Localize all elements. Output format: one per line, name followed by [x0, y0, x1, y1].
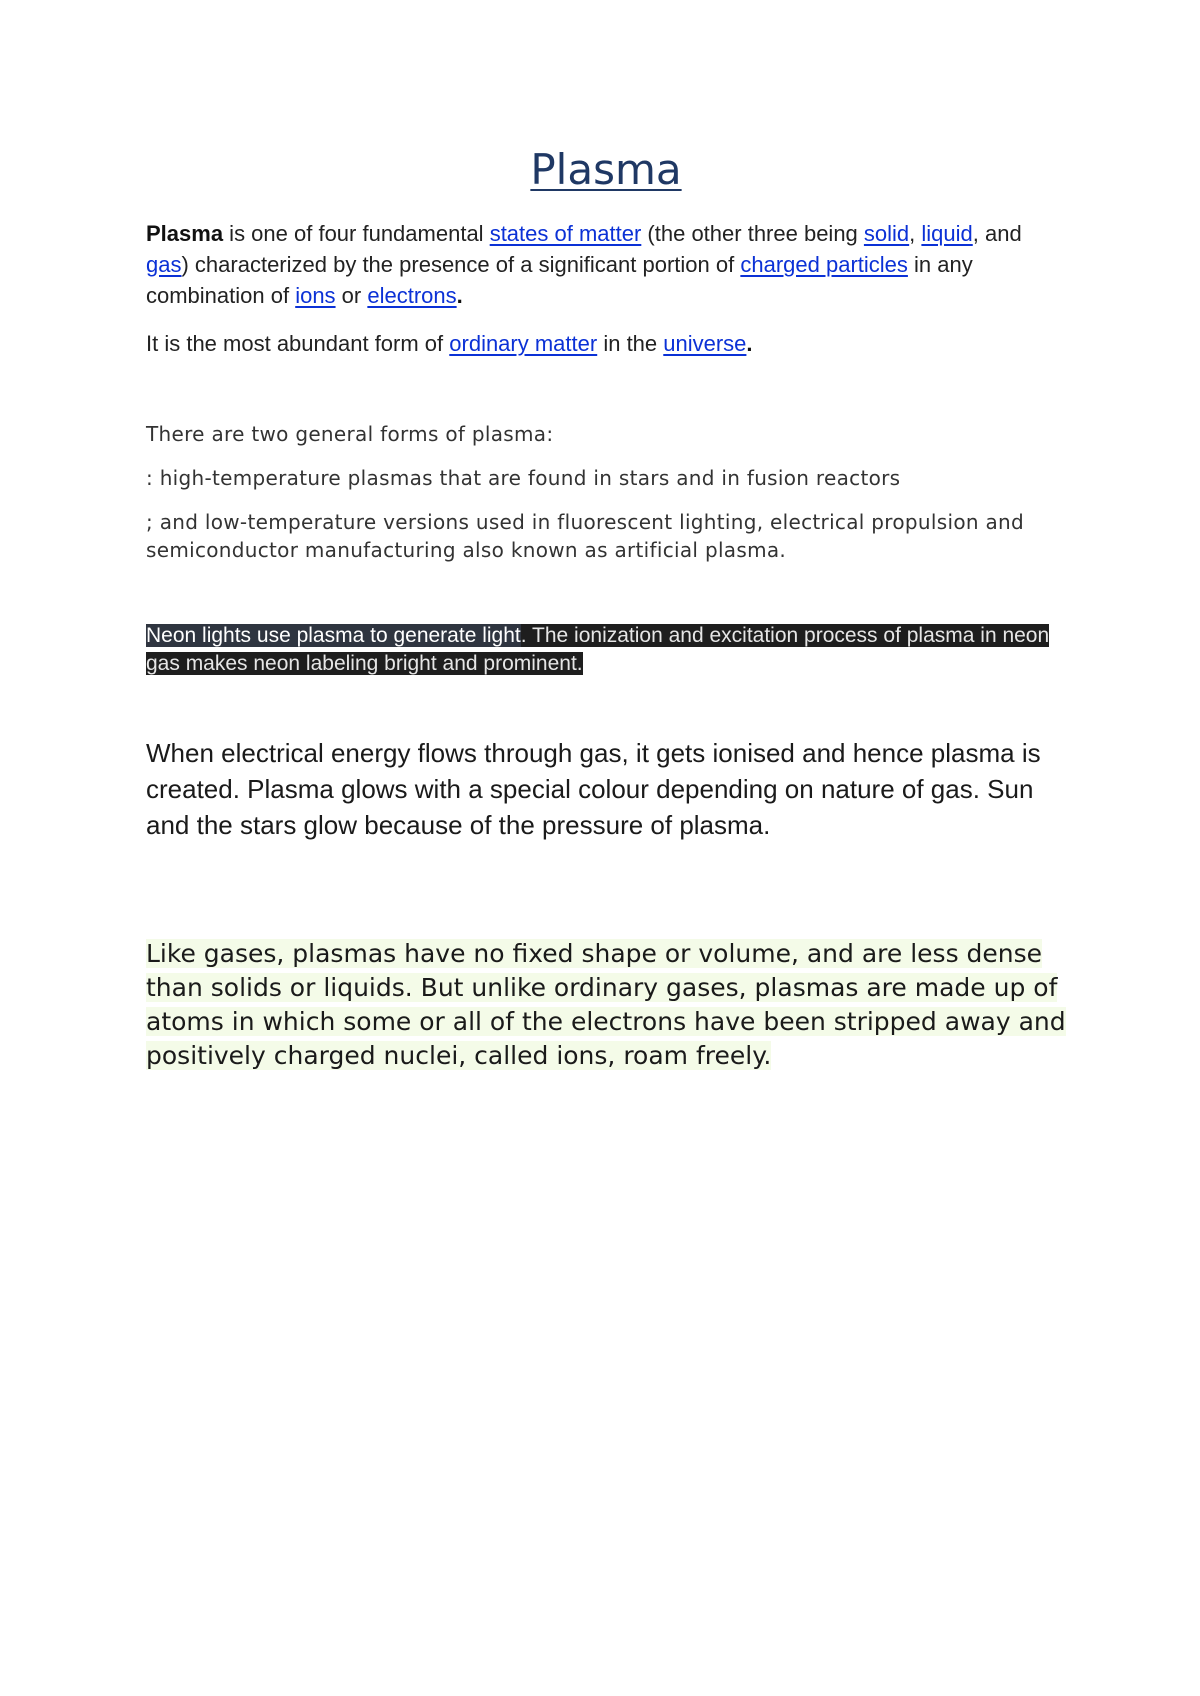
abundant-text-2: in the — [597, 331, 664, 356]
link-states-of-matter[interactable]: states of matter — [489, 221, 642, 246]
intro-text-5: ) characterized by the presence of a significant portion of — [181, 252, 741, 277]
intro-text-1: is one of four fundamental — [223, 221, 490, 246]
abundant-paragraph — [146, 328, 1046, 359]
link-liquid[interactable]: liquid — [921, 221, 973, 246]
forms-section — [146, 420, 1066, 580]
intro-text-7: or — [335, 283, 368, 308]
intro-text-2: (the other three being — [641, 221, 864, 246]
gases-text: Like gases, plasmas have no fixed shape or volume, and are less dense than solids or liquids. But unlike ordinary gases, plasmas are made up of atoms in which some or all of the electrons have been stripped away and positively charged nuclei, called ions, roam freely. — [146, 939, 1066, 1070]
neon-text-rest: . The ionization and excitation process of plasma in neon gas makes neon labeling bright and prominent. — [146, 624, 1050, 675]
abundant-text-3: . — [746, 331, 753, 356]
intro-term: Plasma — [146, 221, 224, 246]
page-title: Plasma — [530, 145, 682, 194]
link-ions[interactable]: ions — [295, 283, 336, 308]
intro-section — [146, 218, 1046, 359]
intro-text-3: , — [909, 221, 922, 246]
abundant-text-1: It is the most abundant form of — [146, 331, 450, 356]
link-ordinary-matter[interactable]: ordinary matter — [449, 331, 598, 356]
intro-text-8: . — [456, 283, 463, 308]
intro-paragraph — [146, 218, 1046, 311]
link-electrons[interactable]: electrons — [367, 283, 457, 308]
neon-paragraph — [146, 622, 1066, 678]
link-charged-particles[interactable]: charged particles — [740, 252, 908, 277]
forms-item-low-temp: ; and low-temperature versions used in fluorescent lighting, electrical propulsion and semiconductor manufacturing also known as artificial plasma. — [146, 510, 1025, 562]
link-universe[interactable]: universe — [663, 331, 747, 356]
forms-item-high-temp: : high-temperature plasmas that are found in stars and in fusion reactors — [146, 466, 901, 490]
gases-paragraph — [146, 937, 1066, 1073]
neon-text-selected: Neon lights use plasma to generate light — [146, 624, 521, 647]
energy-paragraph: When electrical energy flows through gas, it gets ionised and hence plasma is created. Plasma glows with a special colour depending on nature of gas. Sun and the stars glow because of the pressure of plasma. — [146, 738, 1041, 840]
forms-heading: There are two general forms of plasma: — [146, 422, 554, 446]
intro-text-4: , and — [972, 221, 1022, 246]
link-gas[interactable]: gas — [146, 252, 182, 277]
link-solid[interactable]: solid — [863, 221, 910, 246]
intro-text-6: in any combination of — [146, 252, 973, 308]
